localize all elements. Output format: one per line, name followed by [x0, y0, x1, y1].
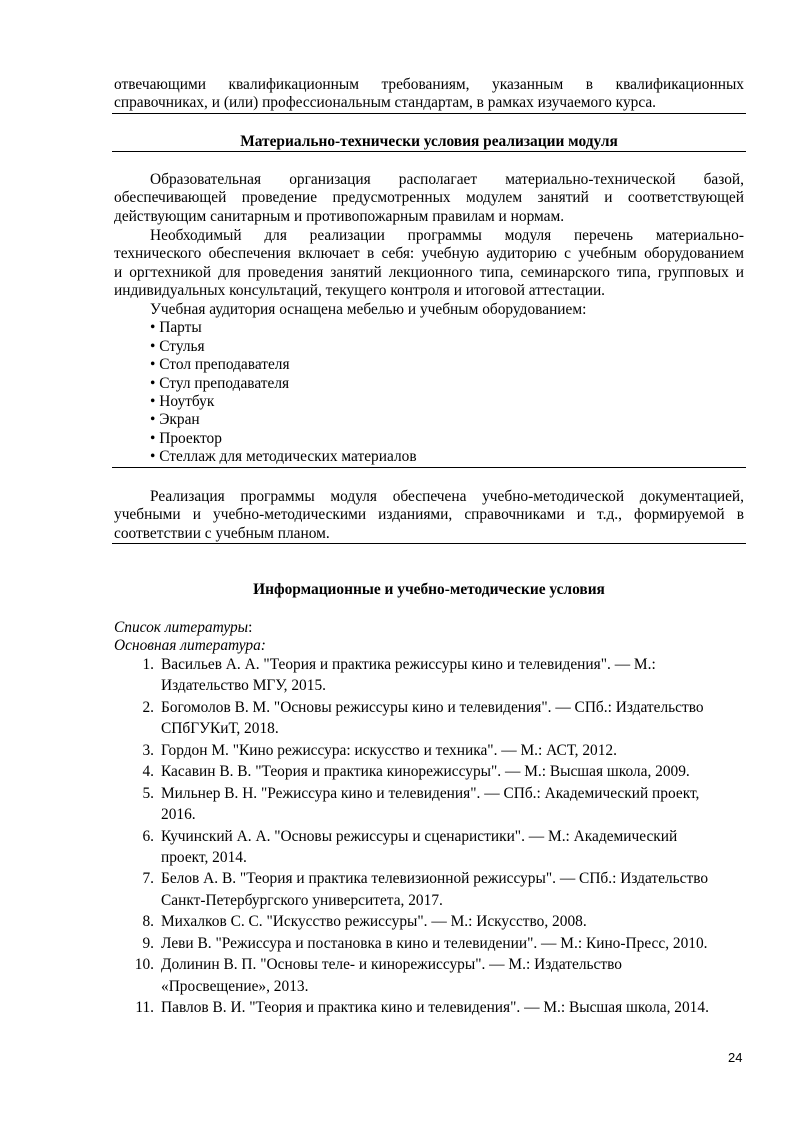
equipment-item: • Ноутбук — [150, 392, 215, 410]
intro-paragraph — [114, 76, 744, 113]
list-item — [134, 933, 754, 954]
text-line: и оргтехникой для проведения занятий лекционного типа, семинарского типа, групповых и — [114, 263, 744, 281]
equipment-item: • Стул преподавателя — [150, 374, 290, 392]
item-number: 9. — [142, 934, 154, 952]
item-line: Леви В. "Режиссура и постановка в кино и телевидении". — М.: Кино-Пресс, 2010. — [161, 934, 708, 952]
item-line: Богомолов В. М. "Основы режиссуры кино и телевидения". — СПб.: Издательство — [161, 698, 704, 716]
list-item — [134, 697, 754, 739]
material-paragraph-4 — [114, 488, 744, 543]
list-item — [134, 740, 754, 761]
list-label-colon: : — [248, 619, 253, 636]
page-number: 24 — [728, 1050, 743, 1065]
equipment-item: • Стеллаж для методических материалов — [150, 448, 417, 466]
main-literature-label: Основная литература: — [114, 637, 266, 655]
equipment-item: • Парты — [150, 319, 202, 337]
material-paragraph-2 — [114, 227, 744, 301]
divider — [112, 543, 746, 544]
item-line: Мильнер В. Н. "Режиссура кино и телевидения". — СПб.: Академический проект, — [161, 784, 700, 802]
item-line: проект, 2014. — [161, 848, 247, 866]
text-line: действующим санитарным и противопожарным правилам и нормам. — [114, 207, 565, 225]
item-line: 2016. — [161, 805, 196, 823]
equipment-intro: Учебная аудитория оснащена мебелью и учебным оборудованием: — [150, 301, 587, 318]
equipment-item: • Стол преподавателя — [150, 356, 290, 374]
literature-list — [134, 654, 754, 1018]
item-number: 8. — [142, 913, 154, 931]
text-line: Реализация программы модуля обеспечена учебно-методической документацией, — [150, 488, 744, 505]
divider — [112, 113, 746, 114]
item-line: «Просвещение», 2013. — [161, 977, 309, 995]
item-line: Гордон М. "Кино режиссура: искусство и техника". — М.: АСТ, 2012. — [161, 741, 617, 759]
item-number: 4. — [142, 763, 154, 781]
equipment-item: • Проектор — [150, 429, 222, 447]
item-line: Васильев А. А. "Теория и практика режиссуры кино и телевидения". — М.: — [161, 656, 656, 673]
item-number: 3. — [142, 741, 154, 759]
list-item — [134, 761, 754, 782]
list-item — [134, 954, 754, 996]
equipment-item: • Стулья — [150, 337, 205, 355]
divider — [112, 151, 746, 152]
section-title-material: Материально-технически условия реализации модуля — [240, 133, 618, 150]
item-line: Павлов В. И. "Теория и практика кино и телевидения". — М.: Высшая школа, 2014. — [161, 999, 709, 1017]
text-line: обеспечивающей проведение предусмотренных модулем занятий и соответствующей — [114, 189, 744, 207]
list-item — [134, 783, 754, 825]
item-line: СПбГУКиТ, 2018. — [161, 720, 279, 737]
item-line: Долинин В. П. "Основы теле- и кинорежиссуры". — М.: Издательство — [161, 956, 622, 974]
text-line: справочниках, и (или) профессиональным стандартам, в рамках изучаемого курса. — [114, 94, 657, 112]
list-item — [134, 868, 754, 910]
item-number: 2. — [142, 698, 154, 716]
equipment-item: • Экран — [150, 411, 200, 429]
item-number: 10. — [134, 956, 154, 974]
literature-labels — [114, 619, 744, 656]
equipment-list — [114, 301, 744, 467]
list-item — [134, 826, 754, 868]
section-title-info: Информационные и учебно-методические условия — [253, 581, 605, 598]
item-line: Кучинский А. А. "Основы режиссуры и сценаристики". — М.: Академический — [161, 827, 678, 845]
item-number: 5. — [142, 784, 154, 802]
text-line: учебными и учебно-методическими изданиями, справочниками и т.д., формируемой в — [114, 506, 744, 524]
item-line: Михалков С. С. "Искусство режиссуры". — М.: Искусство, 2008. — [161, 913, 587, 931]
list-item — [134, 654, 754, 696]
text-line: Необходимый для реализации программы модуля перечень материально- — [150, 227, 744, 244]
material-paragraph-1 — [114, 171, 744, 226]
item-line: Белов А. В. "Теория и практика телевизионной режиссуры". — СПб.: Издательство — [161, 870, 709, 888]
text-line: соответствии с учебным планом. — [114, 524, 330, 542]
list-item — [134, 997, 754, 1018]
item-number: 11. — [135, 999, 154, 1017]
literature-list-label — [114, 619, 744, 637]
item-number: 1. — [142, 656, 154, 673]
item-line: Санкт-Петербургского университета, 2017. — [161, 891, 443, 909]
list-item — [134, 911, 754, 932]
item-number: 6. — [142, 827, 154, 845]
item-number: 7. — [142, 870, 154, 888]
divider — [112, 467, 746, 468]
item-line: Касавин В. В. "Теория и практика кинорежиссуры". — М.: Высшая школа, 2009. — [161, 763, 690, 781]
list-label-text: Список литературы — [114, 619, 249, 636]
text-line: Образовательная организация располагает материально-технической базой, — [150, 171, 744, 188]
text-line: индивидуальных консультаций, текущего контроля и итоговой аттестации. — [114, 282, 606, 300]
item-line: Издательство МГУ, 2015. — [161, 677, 326, 695]
text-line: технического обеспечения включает в себя: учебную аудиторию с учебным оборудованием — [114, 245, 744, 263]
text-line: отвечающими квалификационным требованиям, указанным в квалификационных — [114, 76, 744, 93]
